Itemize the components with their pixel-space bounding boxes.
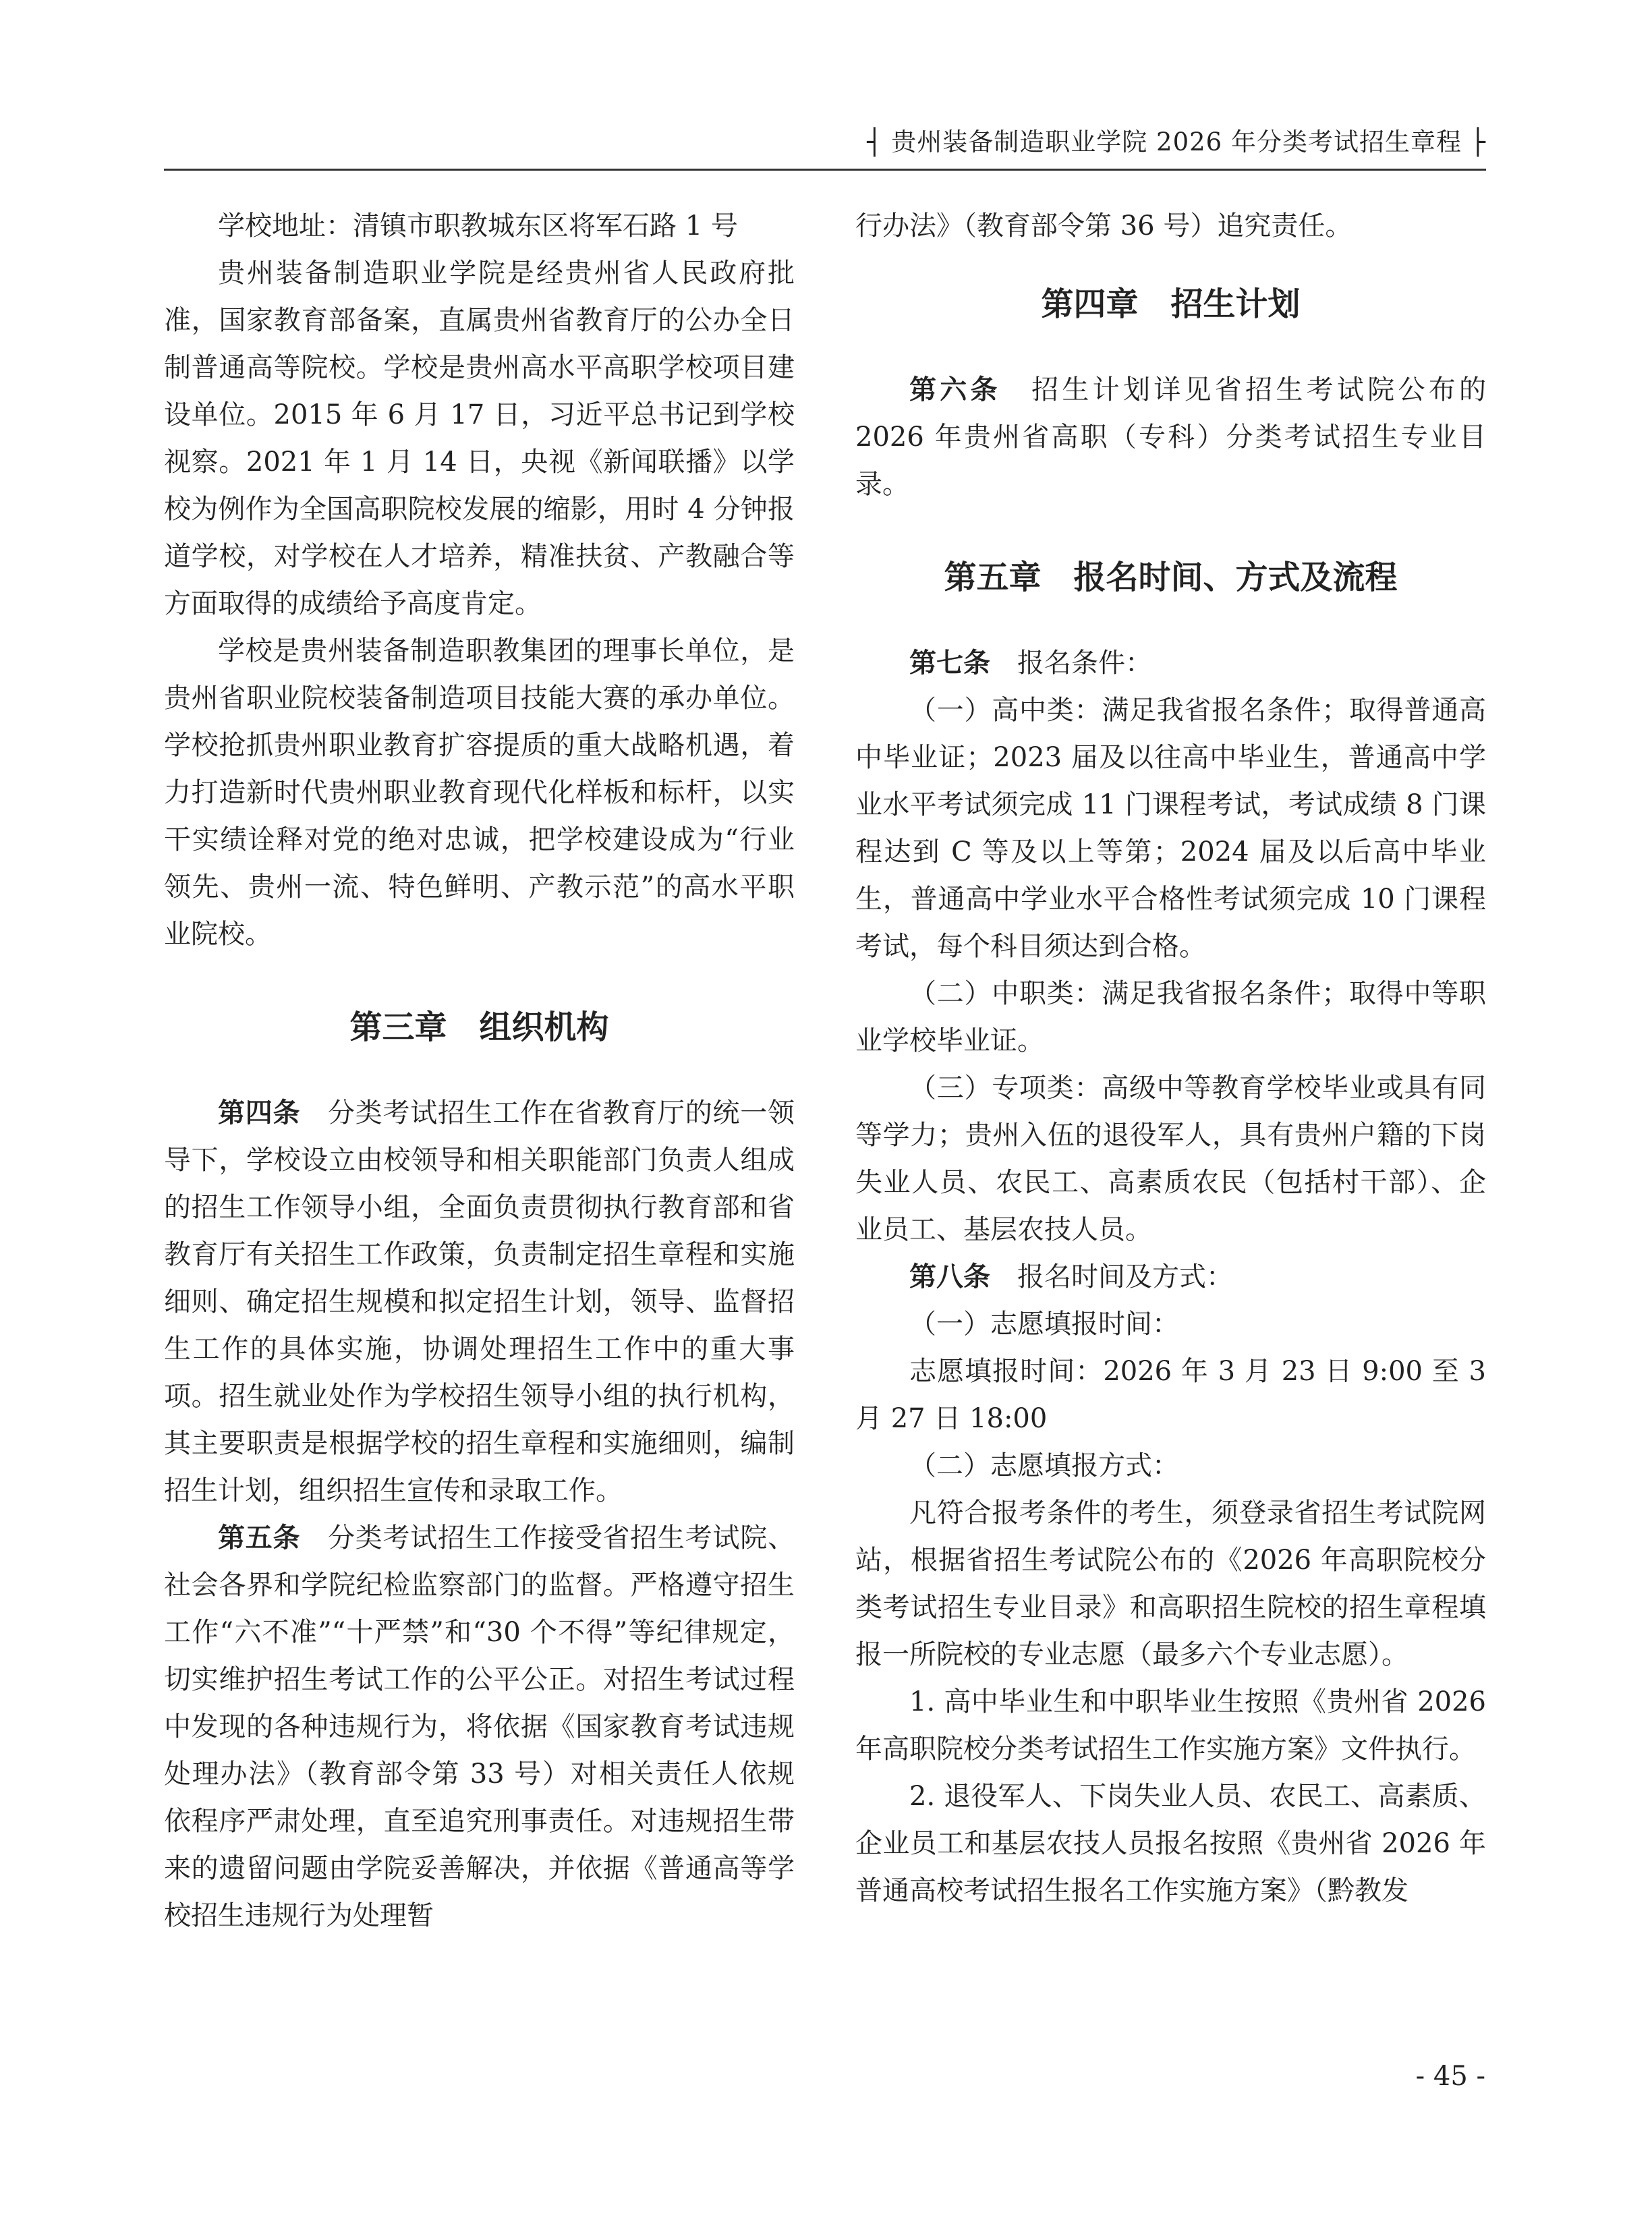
left-column <box>164 202 795 1939</box>
article-5-text: 分类考试招生工作接受省招生考试院、社会各界和学院纪检监察部门的监督。严格遵守招生工作“六不准”“十严禁”和“30 个不得”等纪律规定，切实维护招生考试工作的公平公正。对招生考试过程中发现的各种违规行为，将依据《国家教育考试违规处理办法》（教育部令第 33 号）对相关责任人依规依程序严肃处理，直至追究刑事责任。对违规招生带来的遗留问题由学院妥善解决，并依据《普通高等学校招生违规行为处理暂 <box>164 1522 795 1931</box>
article-7 <box>855 639 1486 687</box>
chapter-5-heading: 第五章 报名时间、方式及流程 <box>944 559 1398 596</box>
article-7-text: 报名条件： <box>990 648 1152 679</box>
article-7-label: 第七条 <box>909 648 990 679</box>
article-8-label: 第八条 <box>909 1261 990 1292</box>
article-4-label: 第四条 <box>218 1097 301 1129</box>
continuation-text: 行办法》（教育部令第 36 号）追究责任。 <box>855 210 1352 241</box>
intro-paragraph-1: 贵州装备制造职业学院是经贵州省人民政府批准，国家教育部备案，直属贵州省教育厅的公办全日制普通高等院校。学校是贵州高水平高职学校项目建设单位。2015 年 6 月 17 日，习近平总书记到学校视察。2021 年 1 月 14 日，央视《新闻联播》以学校为例作为全国高职院校发展的缩影，用时 4 分钟报道学校，对学校在人才培养，精准扶贫、产教融合等方面取得的成绩给予高度肯定。 <box>164 258 795 619</box>
chapter-3-heading: 第三章 组织机构 <box>349 1008 609 1046</box>
article-6-label: 第六条 <box>909 374 1001 405</box>
condition-vocational: （二）中职类：满足我省报名条件；取得中等职业学校毕业证。 <box>855 978 1486 1056</box>
condition-special: （三）专项类：高级中等教育学校毕业或具有同等学力；贵州入伍的退役军人，具有贵州户籍的下岗失业人员、农民工、高素质农民（包括村干部）、企业员工、基层农技人员。 <box>855 1073 1486 1245</box>
article-6 <box>855 366 1486 508</box>
condition-high-school: （一）高中类：满足我省报名条件；取得普通高中毕业证；2023 届及以往高中毕业生，普通高中学业水平考试须完成 11 门课程考试，考试成绩 8 门课程达到 C 等及以上等第；2024 届及以后高中毕业生，普通高中学业水平合格性考试须完成 10 门课程考试，每个科目须达到合格。 <box>855 695 1486 962</box>
article-5 <box>164 1514 795 1939</box>
page-number: - 45 - <box>1415 2061 1485 2092</box>
list-item-2: 2. 退役军人、下岗失业人员、农民工、高素质、企业员工和基层农技人员报名按照《贵州省 2026 年普通高校考试招生报名工作实施方案》（黔教发 <box>855 1781 1486 1906</box>
intro-paragraph-2: 学校是贵州装备制造职教集团的理事长单位，是贵州省职业院校装备制造项目技能大赛的承办单位。学校抢抓贵州职业教育扩容提质的重大战略机遇，着力打造新时代贵州职业教育现代化样板和标杆，以实干实绩诠释对党的绝对忠诚，把学校建设成为“行业领先、贵州一流、特色鲜明、产教示范”的高水平职业院校。 <box>164 635 795 950</box>
header-rule <box>164 169 1486 171</box>
method-text: 凡符合报考条件的考生，须登录省招生考试院网站，根据省招生考试院公布的《2026 年高职院校分类考试招生专业目录》和高职招生院校的招生章程填报一所院校的专业志愿（最多六个专业志愿）。 <box>855 1497 1486 1670</box>
running-header <box>164 121 1486 169</box>
article-4-text: 分类考试招生工作在省教育厅的统一领导下，学校设立由校领导和相关职能部门负责人组成的招生工作领导小组，全面负责贯彻执行教育部和省教育厅有关招生工作政策，负责制定招生章程和实施细则、确定招生规模和拟定招生计划，领导、监督招生工作的具体实施，协调处理招生工作中的重大事项。招生就业处作为学校招生领导小组的执行机构，其主要职责是根据学校的招生章程和实施细则，编制招生计划，组织招生宣传和录取工作。 <box>164 1097 795 1506</box>
right-column <box>855 202 1486 1914</box>
time-subtitle: （一）志愿填报时间： <box>909 1309 1179 1340</box>
article-8-text: 报名时间及方式： <box>990 1261 1233 1292</box>
article-5-label: 第五条 <box>218 1522 301 1553</box>
method-subtitle: （二）志愿填报方式： <box>909 1450 1179 1481</box>
time-text: 志愿填报时间：2026 年 3 月 23 日 9:00 至 3 月 27 日 18:00 <box>855 1356 1486 1434</box>
chapter-4-heading: 第四章 招生计划 <box>1041 285 1301 323</box>
header-title: ┤ 贵州装备制造职业学院 2026 年分类考试招生章程 ├ <box>867 127 1486 156</box>
school-address: 学校地址：清镇市职教城东区将军石路 1 号 <box>218 210 738 241</box>
article-4 <box>164 1089 795 1514</box>
article-6-text: 招生计划详见省招生考试院公布的 2026 年贵州省高职（专科）分类考试招生专业目录。 <box>855 374 1487 500</box>
article-8 <box>855 1253 1486 1301</box>
list-item-1: 1. 高中毕业生和中职毕业生按照《贵州省 2026 年高职院校分类考试招生工作实施方案》文件执行。 <box>855 1686 1486 1765</box>
